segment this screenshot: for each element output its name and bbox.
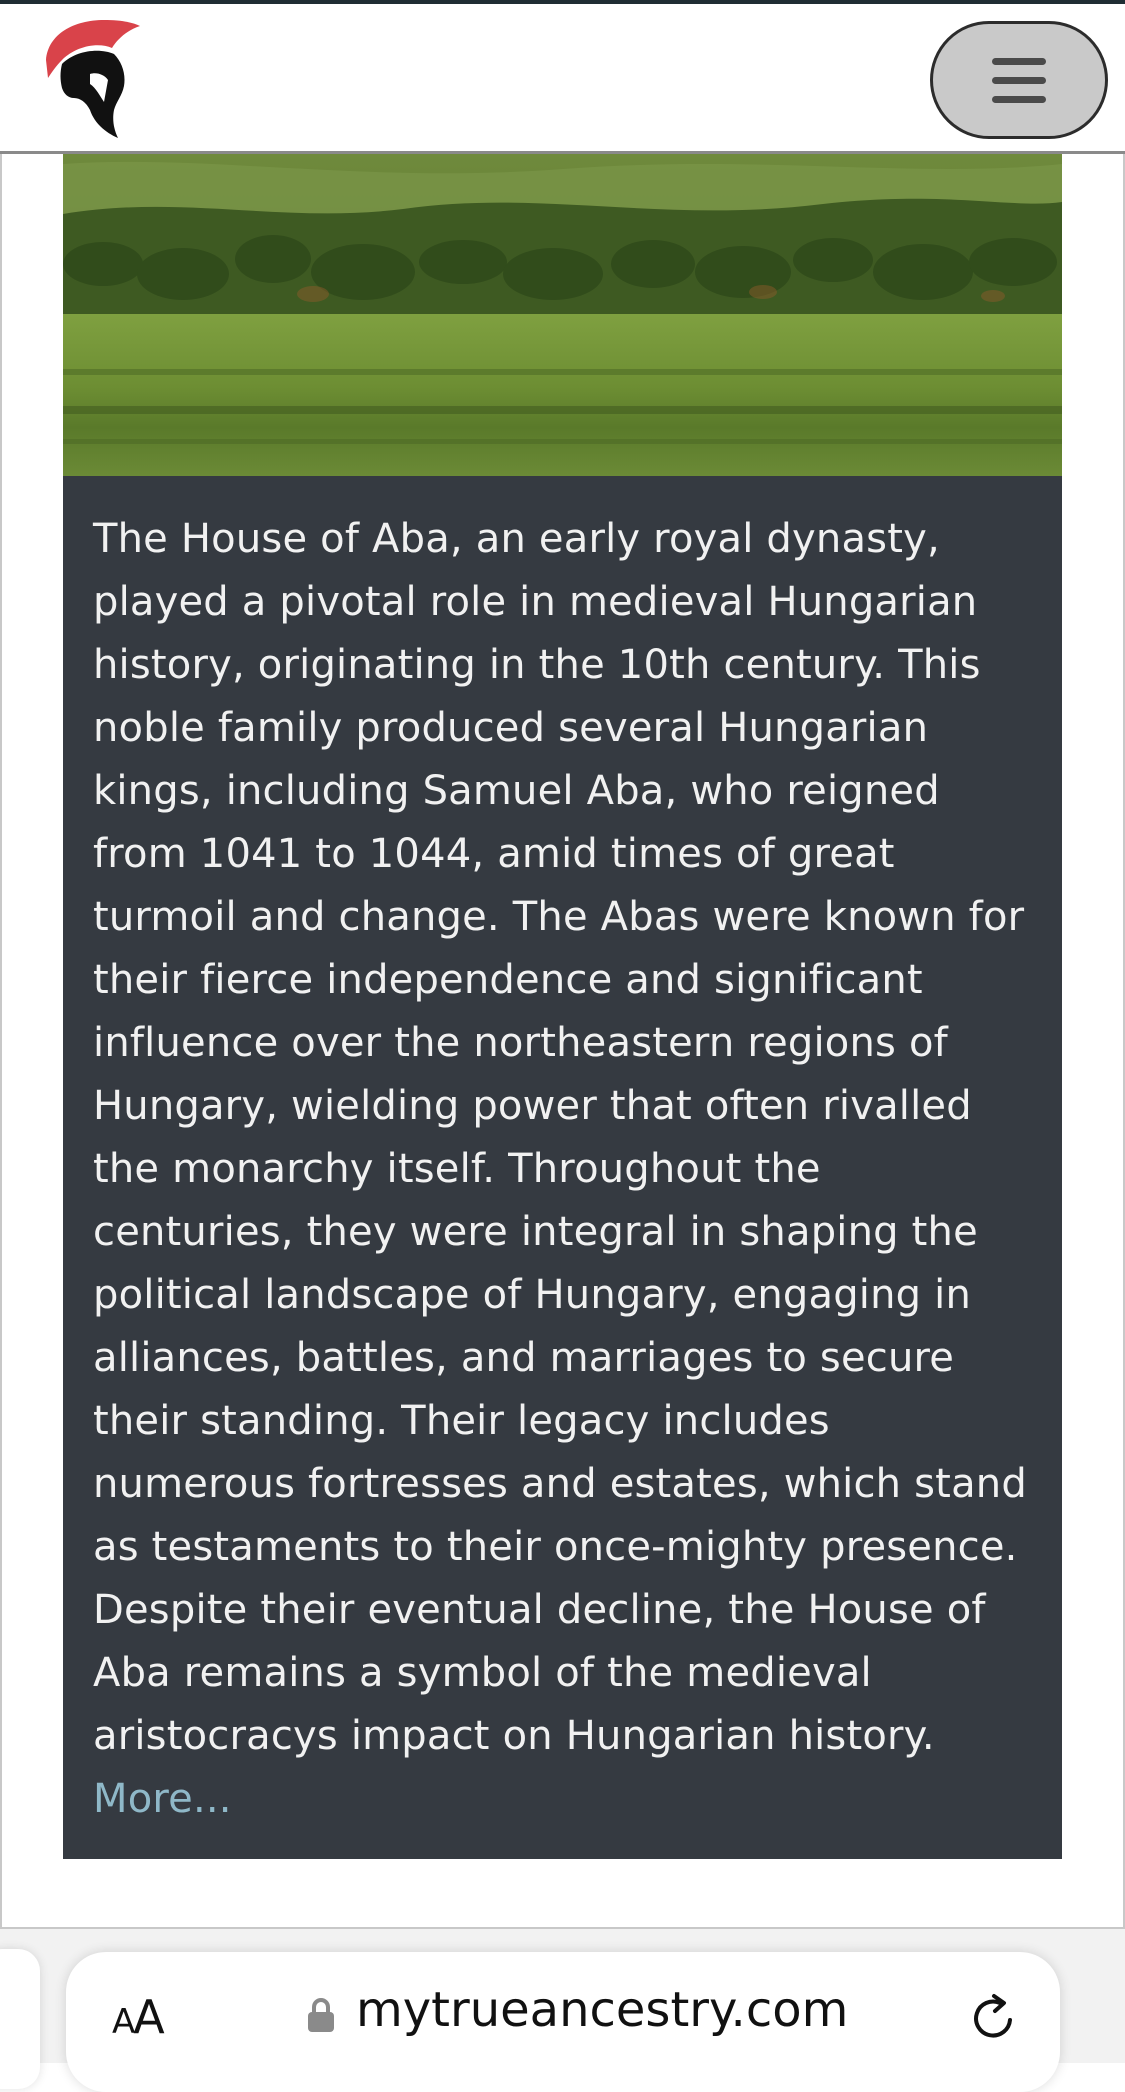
lock-icon [306,1996,336,2034]
url-text[interactable]: mytrueancestry.com [356,1982,849,2038]
browser-toolbar [0,1929,1125,2063]
reload-icon[interactable] [966,1990,1022,2046]
previous-tab-edge[interactable] [0,1949,40,2089]
spartan-helmet-icon[interactable] [40,18,146,140]
address-bar[interactable] [66,1952,1060,2092]
article-card [63,154,1062,1859]
text-size-button[interactable]: AA [112,1990,163,2044]
site-header [0,4,1125,154]
hamburger-menu-icon [992,58,1046,65]
more-link[interactable]: More... [93,1776,232,1822]
description-panel [63,476,1062,1859]
landscape-photo [63,154,1062,476]
description-text: The House of Aba, an early royal dynasty, played a pivotal role in medieval Hungarian history, originating in the 10th century. This noble family produced several Hungarian kings, including Samuel Aba, who reigned from 1041 to 1044, amid times of great turmoil and change. The Abas were known for their fierce independence and significant influence over the northeastern regions of Hungary, wielding power that often rivalled the monarchy itself. Throughout the centuries, they were integral in shaping the political landscape of Hungary, engaging in alliances, battles, and marriages to secure their standing. Their legacy includes numerous fortresses and estates, which stand as testaments to their once-mighty presence. Despite their eventual decline, the House of Aba remains a symbol of the medieval aristocracys impact on Hungarian history. [93,516,1027,1759]
article-description [93,508,1034,1831]
menu-button[interactable] [930,21,1108,139]
